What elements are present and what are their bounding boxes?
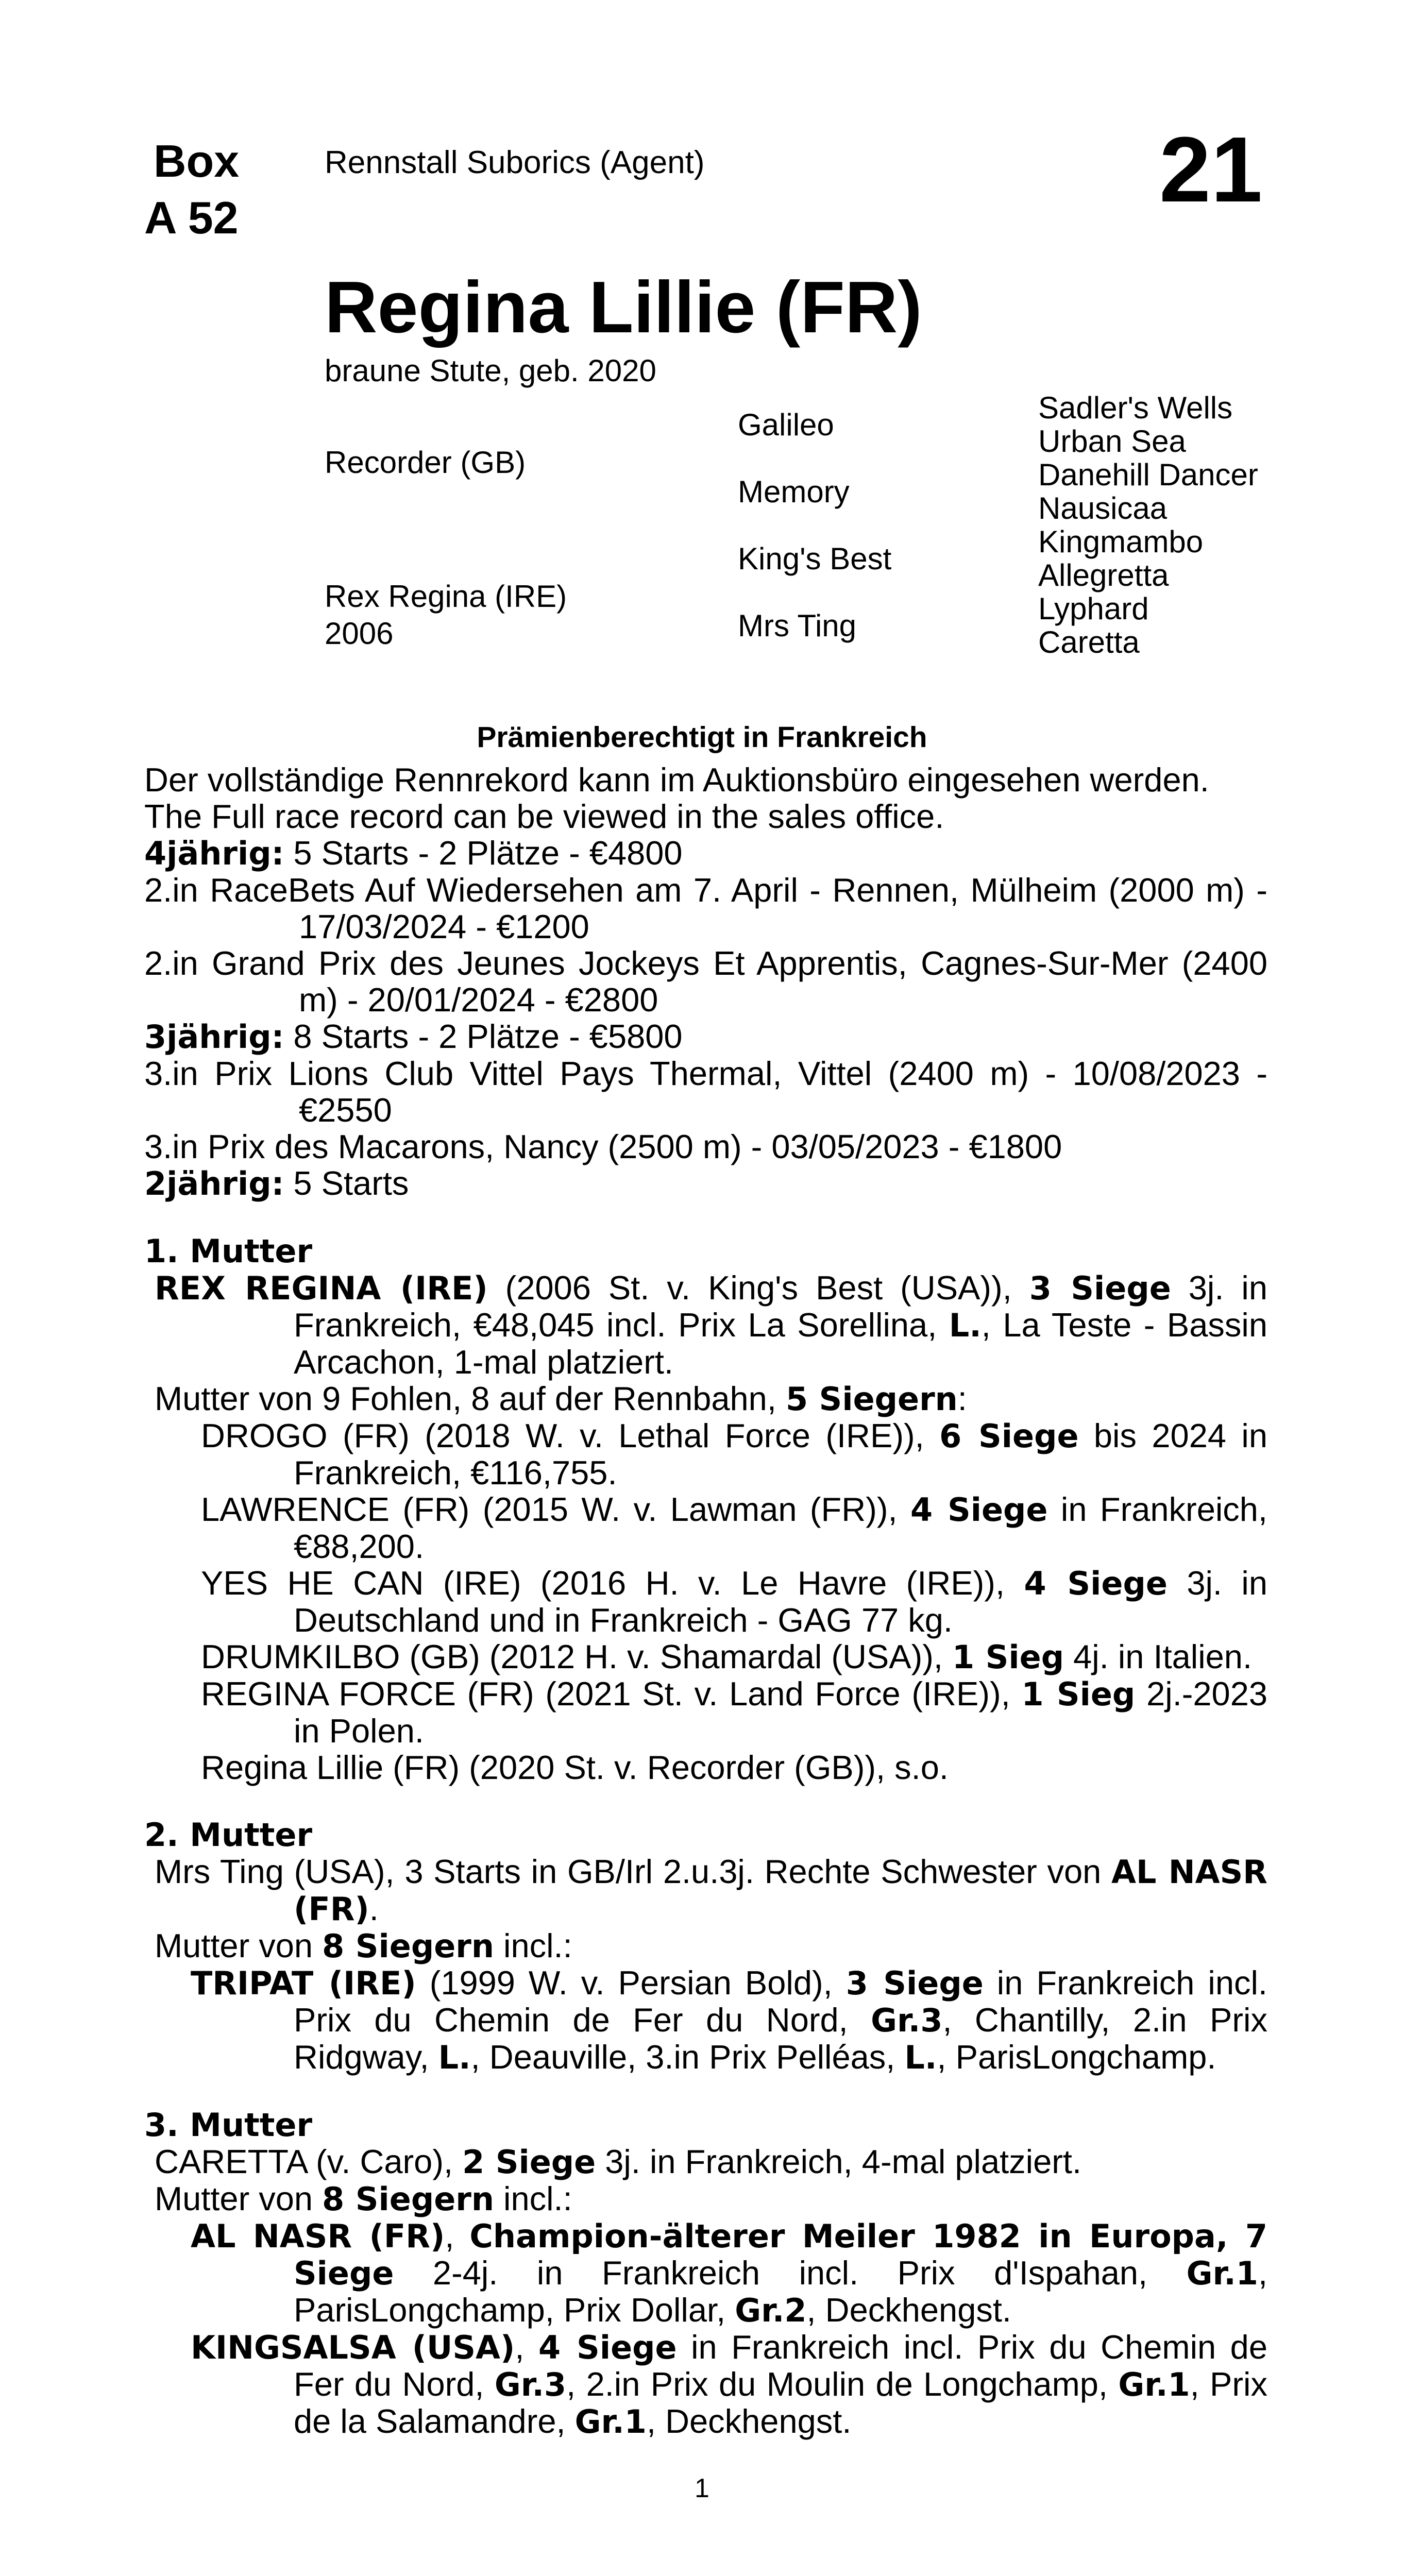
produce-text: 2-4j. in Frankreich incl. Prix d'Ispahan, — [394, 2254, 1187, 2292]
produce-text: incl.: — [494, 2180, 572, 2217]
produce-entry — [144, 2217, 1267, 2329]
dam1-text: , La Teste - Bassin Arcachon, 1-mal platziert. — [294, 1306, 1267, 1381]
produce-wins: 1 Sieg — [952, 1638, 1064, 1676]
produce-entry — [144, 2329, 1267, 2440]
record-intro-de: Der vollständige Rennrekord kann im Auktionsbüro eingesehen werden. — [144, 761, 1209, 799]
produce-text: , — [515, 2328, 538, 2366]
dam1-entry — [144, 1269, 1267, 1380]
produce-entry — [144, 1675, 1267, 1749]
dam: Rex Regina (IRE) — [325, 579, 567, 614]
dam3-heading: 3. Mutter — [144, 2106, 313, 2144]
group-label: Gr.1 — [574, 2403, 647, 2441]
third-gen-2: Urban Sea — [1038, 424, 1186, 459]
produce-wins: 1 Sieg — [1021, 1675, 1136, 1713]
produce-name: DROGO (FR) (2018 W. v. Lethal Force (IRE)), — [201, 1417, 940, 1454]
produce-wins: 4 Siege — [1024, 1565, 1168, 1602]
produce-text: Mutter von — [155, 2180, 323, 2217]
produce-text: , ParisLongchamp, Prix Dollar, — [294, 2254, 1267, 2329]
third-gen-8: Caretta — [1038, 625, 1140, 659]
dam3-text: 3j. in Frankreich, 4-mal platziert. — [596, 2143, 1082, 2180]
dam2-sibling: AL NASR (FR) — [294, 1853, 1267, 1928]
box-label: Box — [154, 135, 240, 187]
produce-name: Regina Lillie (FR) (2020 St. v. Recorder (GB)), s.o. — [201, 1749, 949, 1786]
race-entry: 2.in RaceBets Auf Wiedersehen am 7. April - Rennen, Mülheim (2000 m) - 17/03/2024 - €1200 — [144, 871, 1267, 945]
group-label: Gr.3 — [871, 2002, 943, 2039]
produce-text: incl.: — [494, 1927, 572, 1964]
dam3-entry — [144, 2143, 1267, 2180]
age-summary: 8 Starts - 2 Plätze - €5800 — [284, 1018, 683, 1055]
page-number: 1 — [695, 2473, 709, 2503]
race-entry: 3.in Prix Lions Club Vittel Pays Thermal, Vittel (2400 m) - 10/08/2023 - €2550 — [144, 1055, 1267, 1129]
dam1-text: 3j. in Frankreich, €48,045 incl. Prix La Sorellina, — [294, 1269, 1268, 1344]
produce-text: (1999 W. v. Persian Bold), — [416, 1964, 846, 2002]
dam2-produce-summary — [144, 1927, 1267, 1964]
owner: Rennstall Suborics (Agent) — [325, 145, 705, 180]
age-summary: 5 Starts - 2 Plätze - €4800 — [284, 834, 683, 872]
produce-text: , Deckhengst. — [646, 2402, 852, 2440]
group-label: Gr.1 — [1186, 2255, 1258, 2292]
third-gen-5: Kingmambo — [1038, 524, 1204, 559]
produce-name: AL NASR (FR) — [191, 2217, 445, 2255]
dam3-wins: 2 Siege — [462, 2143, 596, 2181]
produce-rest: in Frankreich, €88,200. — [294, 1490, 1267, 1565]
produce-text: , Deckhengst. — [806, 2291, 1011, 2329]
dam1-text: (2006 St. v. King's Best (USA)), — [487, 1269, 1029, 1307]
produce-wins: 6 Siege — [939, 1417, 1079, 1455]
age-summary: 5 Starts — [284, 1164, 409, 1202]
produce-rest: 4j. in Italien. — [1064, 1638, 1253, 1675]
produce-text: , Prix de la Salamandre, — [294, 2365, 1267, 2440]
horse-description: braune Stute, geb. 2020 — [325, 353, 656, 388]
dam-dam: Mrs Ting — [738, 608, 857, 643]
group-label: Gr.1 — [1118, 2366, 1190, 2403]
dam1-listed: L. — [949, 1307, 982, 1344]
produce-wins: 4 Siege — [910, 1491, 1048, 1529]
produce-entry — [144, 1964, 1267, 2076]
produce-name: TRIPAT (IRE) — [191, 1964, 416, 2002]
dam1-wins: 3 Siege — [1029, 1269, 1171, 1307]
produce-wins: 3 Siege — [845, 1964, 984, 2002]
premium-note: Prämienberechtigt in Frankreich — [477, 721, 927, 754]
group-label: Gr.2 — [735, 2292, 807, 2329]
produce-text: : — [957, 1380, 967, 1417]
race-entry: 3.in Prix des Macarons, Nancy (2500 m) - 03/05/2023 - €1800 — [144, 1128, 1062, 1165]
produce-text: , 2.in Prix du Moulin de Longchamp, — [566, 2365, 1119, 2403]
dam2-heading: 2. Mutter — [144, 1816, 313, 1854]
record-3yo — [144, 1018, 1267, 1055]
produce-rest: 2j.-2023 in Polen. — [294, 1675, 1267, 1750]
dam2-entry — [144, 1853, 1267, 1927]
produce-text: , ParisLongchamp. — [937, 2038, 1216, 2076]
race-entry: 2.in Grand Prix des Jeunes Jockeys Et Apprentis, Cagnes-Sur-Mer (2400 m) - 20/01/2024 - €2800 — [144, 944, 1267, 1019]
produce-text: , Deauville, 3.in Prix Pelléas, — [470, 2038, 905, 2076]
third-gen-1: Sadler's Wells — [1038, 391, 1233, 425]
age-label: 3jährig: — [144, 1018, 284, 1056]
produce-name: REGINA FORCE (FR) (2021 St. v. Land Force (IRE)), — [201, 1675, 1022, 1713]
produce-text: , Chantilly, 2.in Prix Ridgway, — [294, 2001, 1268, 2076]
sire: Recorder (GB) — [325, 445, 526, 480]
dam1-name: REX REGINA (IRE) — [155, 1269, 488, 1307]
age-label: 4jährig: — [144, 835, 284, 872]
group-label: Gr.3 — [494, 2366, 567, 2403]
produce-wins: 4 Siege — [538, 2329, 677, 2366]
third-gen-6: Allegretta — [1038, 558, 1169, 592]
dam1-heading: 1. Mutter — [144, 1232, 313, 1270]
produce-winners: 5 Siegern — [785, 1380, 958, 1418]
sire-sire: Galileo — [738, 408, 834, 442]
dam2-text: Mrs Ting (USA), 3 Starts in GB/Irl 2.u.3j. Rechte Schwester von — [155, 1853, 1111, 1890]
lot-number: 21 — [1159, 118, 1263, 222]
produce-entry — [144, 1491, 1267, 1565]
produce-entry — [144, 1565, 1267, 1638]
produce-entry — [144, 1638, 1267, 1675]
dam-year: 2006 — [325, 616, 394, 651]
listed-label: L. — [904, 2039, 937, 2076]
produce-entry — [144, 1417, 1267, 1491]
produce-text: Mutter von 9 Fohlen, 8 auf der Rennbahn, — [155, 1380, 786, 1417]
produce-name: DRUMKILBO (GB) (2012 H. v. Shamardal (USA)), — [201, 1638, 953, 1675]
produce-rest: 3j. in Deutschland und in Frankreich - GAG 77 kg. — [294, 1564, 1267, 1639]
dam1-produce-summary — [144, 1380, 1267, 1417]
produce-text: , — [445, 2217, 470, 2255]
produce-text: Mutter von — [155, 1927, 323, 1964]
produce-entry — [144, 1749, 1267, 1786]
record-2yo — [144, 1165, 1267, 1202]
dam3-produce-summary — [144, 2180, 1267, 2217]
produce-text: in Frankreich incl. Prix du Chemin de Fer du Nord, — [294, 1964, 1267, 2039]
third-gen-3: Danehill Dancer — [1038, 457, 1258, 492]
listed-label: L. — [438, 2039, 471, 2076]
third-gen-7: Lyphard — [1038, 591, 1149, 626]
produce-winners: 8 Siegern — [322, 1927, 494, 1965]
age-label: 2jährig: — [144, 1165, 284, 1202]
record-intro-en: The Full race record can be viewed in the sales office. — [144, 798, 944, 835]
catalogue-body — [144, 761, 1267, 2440]
produce-name: LAWRENCE (FR) (2015 W. v. Lawman (FR)), — [201, 1490, 910, 1528]
horse-name: Regina Lillie (FR) — [325, 266, 922, 348]
produce-name: KINGSALSA (USA) — [191, 2329, 515, 2366]
produce-rest: bis 2024 in Frankreich, €116,755. — [294, 1417, 1267, 1492]
produce-text: in Frankreich incl. Prix du Chemin de Fer du Nord, — [294, 2328, 1267, 2403]
dam3-text: CARETTA (v. Caro), — [155, 2143, 463, 2180]
third-gen-4: Nausicaa — [1038, 491, 1168, 526]
dam-sire: King's Best — [738, 541, 892, 576]
record-4yo — [144, 835, 1267, 872]
produce-winners: 8 Siegern — [322, 2180, 494, 2218]
champion-title: Champion-älterer Meiler 1982 in Europa, 7 Siege — [294, 2217, 1268, 2292]
produce-name: YES HE CAN (IRE) (2016 H. v. Le Havre (IRE)), — [201, 1564, 1024, 1602]
sire-dam: Memory — [738, 474, 850, 509]
dam2-text: . — [369, 1890, 379, 1927]
box-number: A 52 — [144, 192, 239, 243]
